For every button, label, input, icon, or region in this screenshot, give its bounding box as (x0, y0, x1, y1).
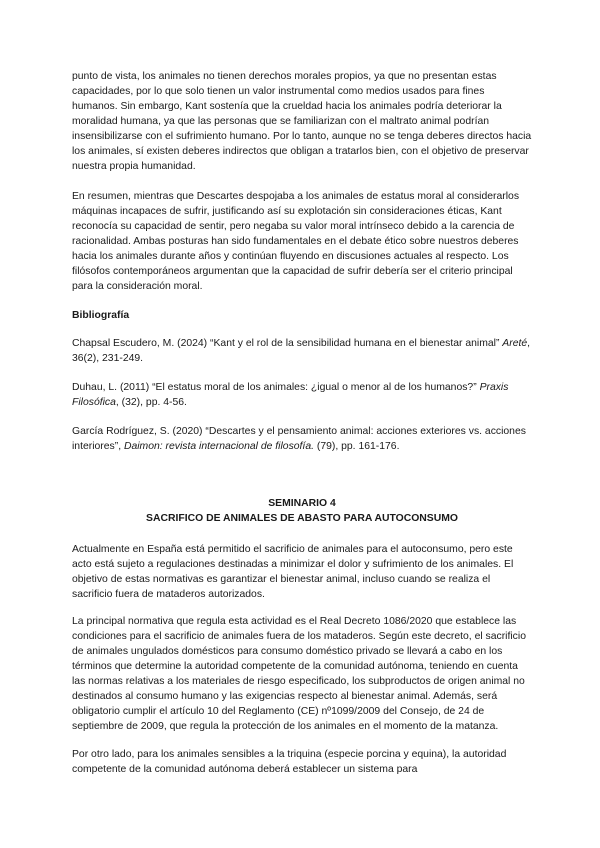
entry-details: , (32), pp. 4-56. (115, 397, 187, 408)
entry-details: , 36(2), 231-249. (72, 338, 531, 364)
summary-paragraph: En resumen, mientras que Descartes despojaba a los animales de estatus moral al considerarlos máquinas incapaces de sufrir, justificando así su explotación sin consideraciones éticas, Kant reconocía su capacidad de sentir, pero negaba su valor moral intrínseco debido a la carencia de racionalidad. Ambas posturas han sido fundamentales en el debate ético sobre nuestros deberes hacia los animales durante años y continúan fluyendo en discusiones actuales al respecto. Los filósofos contemporáneos argumentan que la capacidad de sufrir debería ser el criterio principal para la consideración moral. (72, 191, 520, 292)
bibliography-entry (72, 336, 532, 366)
seminar-paragraph-2: La principal normativa que regula esta actividad es el Real Decreto 1086/2020 que establece las condiciones para el sacrificio de animales fuera de los mataderos. Según este decreto, el sacrificio de animales ungulados domésticos para consumo doméstico privado se llevará a cabo en los términos que determine la autoridad competente de la comunidad autónoma, teniendo en cuenta las normas relativas a los materiales de riesgo especificado, los subproductos de origen animal no destinados al consumo humano y las exigencias respecto al bienestar animal. Además, será obligatorio cumplir el artículo 10 del Reglamento (CE) nº1099/2009 del Consejo, de 24 de septiembre de 2009, que regula la protección de los animales en el momento de la matanza. (72, 616, 526, 732)
journal-title: Daimon: revista internacional de filosofía. (123, 441, 314, 452)
seminar-number: SEMINARIO 4 (268, 498, 336, 509)
journal-title: Praxis Filosófica (72, 382, 509, 408)
seminar-paragraph-3: Por otro lado, para los animales sensibles a la triquina (especie porcina y equina), la autoridad competente de la comunidad autónoma deberá establecer un sistema para (72, 749, 507, 775)
bibliography-entry (72, 380, 532, 410)
seminar-title: SACRIFICO DE ANIMALES DE ABASTO PARA AUTOCONSUMO (146, 513, 458, 524)
entry-text: García Rodríguez, S. (2020) “Descartes y el pensamiento animal: acciones exteriores vs. acciones interiores”, (72, 426, 526, 452)
bibliography-entry (72, 424, 532, 454)
entry-details: (79), pp. 161-176. (313, 441, 400, 452)
bibliography-heading: Bibliografía (72, 310, 130, 321)
seminar-paragraph-1: Actualmente en España está permitido el sacrificio de animales para el autoconsumo, pero este acto está sujeto a regulaciones destinadas a minimizar el dolor y sufrimiento de los animales. El objetivo de estas normativas es garantizar el bienestar animal, incluso cuando se realiza el sacrificio fuera de mataderos autorizados. (72, 544, 514, 600)
intro-paragraph: punto de vista, los animales no tienen derechos morales propios, ya que no presentan estas capacidades, por lo que solo tienen un valor instrumental como medios usados para fines humanos. Sin embargo, Kant sostenía que la crueldad hacia los animales podría deteriorar la moralidad humana, ya que las personas que se familiarizan con el maltrato animal podrían insensibilizarse con el sufrimiento humano. Por lo tanto, aunque no se tenga deberes directos hacia los animales, sí existen deberes indirectos que obligan a tratarlos bien, con el objetivo de preservar nuestra propia humanidad. (72, 71, 532, 172)
journal-title: Areté (502, 338, 528, 349)
entry-text: Duhau, L. (2011) “El estatus moral de los animales: ¿igual o menor al de los humanos?” (72, 382, 480, 393)
entry-text: Chapsal Escudero, M. (2024) “Kant y el rol de la sensibilidad humana en el bienestar animal” (72, 338, 503, 349)
